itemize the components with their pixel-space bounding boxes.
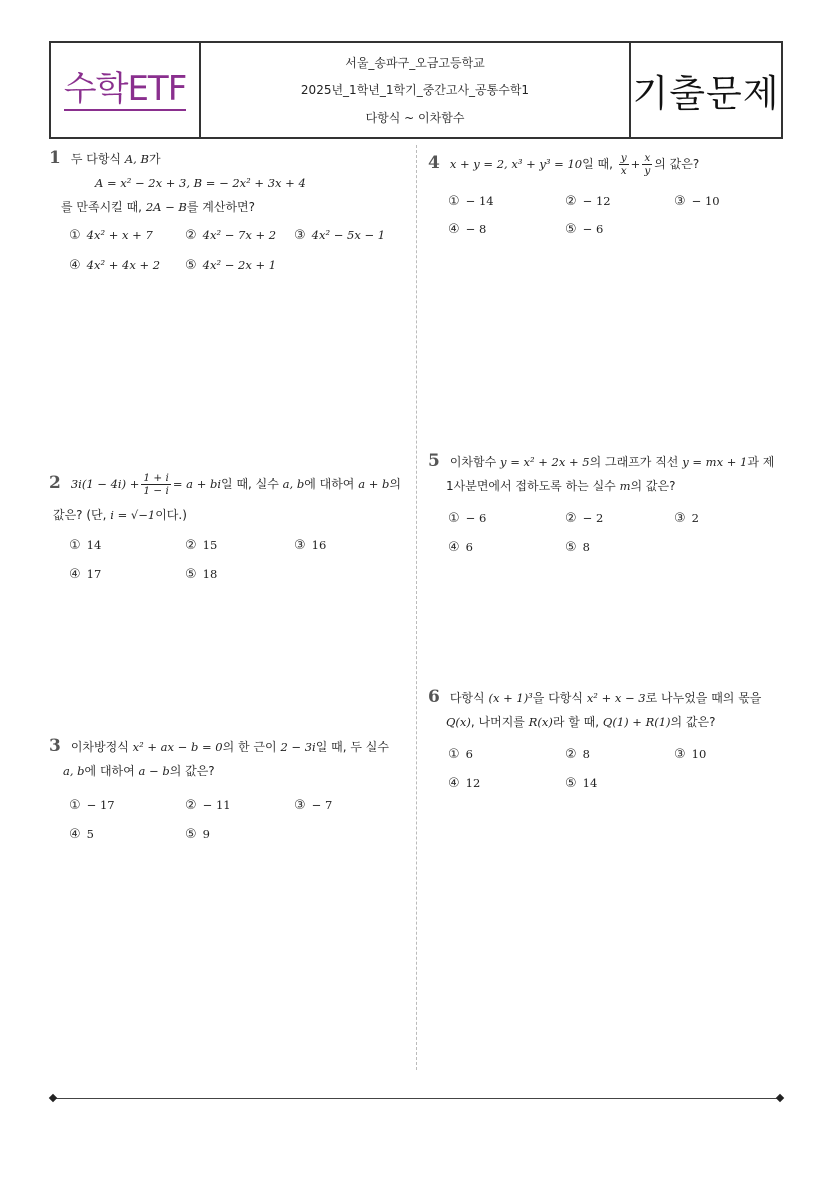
choice-3[interactable]: ③ 10 <box>674 747 707 762</box>
logo: 수학ETF <box>63 68 187 109</box>
fraction: $\frac{y}{x}$ <box>620 152 627 177</box>
question-1: 1 두 다항식 A, B가 A = x² − 2x + 3, B = − 2x² + 3x + 4 를 만족시킬 때, 2A − B를 계산하면? ① 4x² + x + 7 ② 4x² − 7x + 2 ③ 4x² − 5x − 1 ④ 4x² + 4x + 2 ⑤ 4x² − 2x + 1 <box>49 146 404 281</box>
choice-2[interactable]: ② − 11 <box>185 798 231 813</box>
question-6: 6 다항식 (x + 1)³을 다항식 x² + x − 3로 나누었을 때의 몫을 Q(x), 나머지를 R(x)라 할 때, Q(1) + R(1)의 값은? ① 6 ② 8 ③ 10 ④ 12 ⑤ 14 <box>428 685 788 800</box>
choice-1[interactable]: ① 4x² + x + 7 <box>69 228 153 243</box>
choice-4[interactable]: ④ − 8 <box>448 222 487 237</box>
column-divider <box>416 145 417 1070</box>
choice-4[interactable]: ④ 12 <box>448 776 481 791</box>
choice-3[interactable]: ③ 2 <box>674 511 699 526</box>
choice-5[interactable]: ⑤ − 6 <box>565 222 604 237</box>
choices <box>49 533 409 591</box>
formula: A = x² − 2x + 3, B = − 2x² + 3x + 4 <box>95 176 306 190</box>
choice-3[interactable]: ③ − 7 <box>294 798 333 813</box>
choice-2[interactable]: ② 15 <box>185 538 218 553</box>
doc-label: 기출문제 <box>632 72 780 115</box>
exam-title: 2025년_1학년_1학기_중간고사_공통수학1 <box>300 83 530 98</box>
choice-1[interactable]: ① − 14 <box>448 194 494 209</box>
choice-2[interactable]: ② − 2 <box>565 511 604 526</box>
choices <box>49 223 404 281</box>
choice-3[interactable]: ③ − 10 <box>674 194 720 209</box>
choice-2[interactable]: ② 8 <box>565 747 590 762</box>
choice-1[interactable]: ① 6 <box>448 747 473 762</box>
footer-diamond-right <box>776 1094 784 1102</box>
choice-4[interactable]: ④ 6 <box>448 540 473 555</box>
choices <box>428 742 788 800</box>
choices <box>49 793 409 851</box>
exam-header <box>49 41 783 139</box>
choice-5[interactable]: ⑤ 14 <box>565 776 598 791</box>
choice-5[interactable]: ⑤ 18 <box>185 567 218 582</box>
choice-1[interactable]: ① − 17 <box>69 798 115 813</box>
exam-range: 다항식 ~ 이차함수 <box>365 110 465 125</box>
choice-3[interactable]: ③ 4x² − 5x − 1 <box>294 228 386 243</box>
question-3: 3 이차방정식 x² + ax − b = 0의 한 근이 2 − 3i일 때, 두 실수 a, b에 대하여 a − b의 값은? ① − 17 ② − 11 ③ − 7 ④ 5 ⑤ 9 <box>49 734 409 851</box>
choice-5[interactable]: ⑤ 8 <box>565 540 590 555</box>
school-name: 서울_송파구_오금고등학교 <box>345 56 485 71</box>
choice-5[interactable]: ⑤ 9 <box>185 827 210 842</box>
choice-4[interactable]: ④ 5 <box>69 827 94 842</box>
question-2: 2 3i(1 − 4i) + $\frac{1 + i}{1 - i}$ = a + bi일 때, 실수 a, b에 대하여 a + b의 값은? (단, i = √−1이다.) ① 14 ② 15 ③ 16 ④ 17 ⑤ 18 <box>49 466 409 591</box>
choice-5[interactable]: ⑤ 4x² − 2x + 1 <box>185 258 277 273</box>
choice-1[interactable]: ① 14 <box>69 538 102 553</box>
question-4: 4 x + y = 2, x³ + y³ = 10일 때, $\frac{y}{x}$ + $\frac{x}{y}$ 의 값은? ① − 14 ② − 12 ③ − 10 ④ − 8 ⑤ − 6 <box>428 146 783 247</box>
choices <box>428 189 783 247</box>
choice-4[interactable]: ④ 17 <box>69 567 102 582</box>
choice-4[interactable]: ④ 4x² + 4x + 2 <box>69 258 161 273</box>
choice-2[interactable]: ② 4x² − 7x + 2 <box>185 228 277 243</box>
choice-3[interactable]: ③ 16 <box>294 538 327 553</box>
choice-1[interactable]: ① − 6 <box>448 511 487 526</box>
question-number: 1 <box>49 148 61 168</box>
exam-info <box>201 43 631 137</box>
question-5: 5 이차함수 y = x² + 2x + 5의 그래프가 직선 y = mx + 1과 제 1사분면에서 접하도록 하는 실수 m의 값은? ① − 6 ② − 2 ③ 2 ④ 6 ⑤ 8 <box>428 449 783 564</box>
footer-rule <box>52 1098 780 1099</box>
fraction: $\frac{1 + i}{1 - i}$ <box>143 472 169 497</box>
choices <box>428 506 783 564</box>
choice-2[interactable]: ② − 12 <box>565 194 611 209</box>
fraction: $\frac{x}{y}$ <box>644 152 651 177</box>
logo-cell <box>51 43 201 137</box>
footer-diamond-left <box>49 1094 57 1102</box>
